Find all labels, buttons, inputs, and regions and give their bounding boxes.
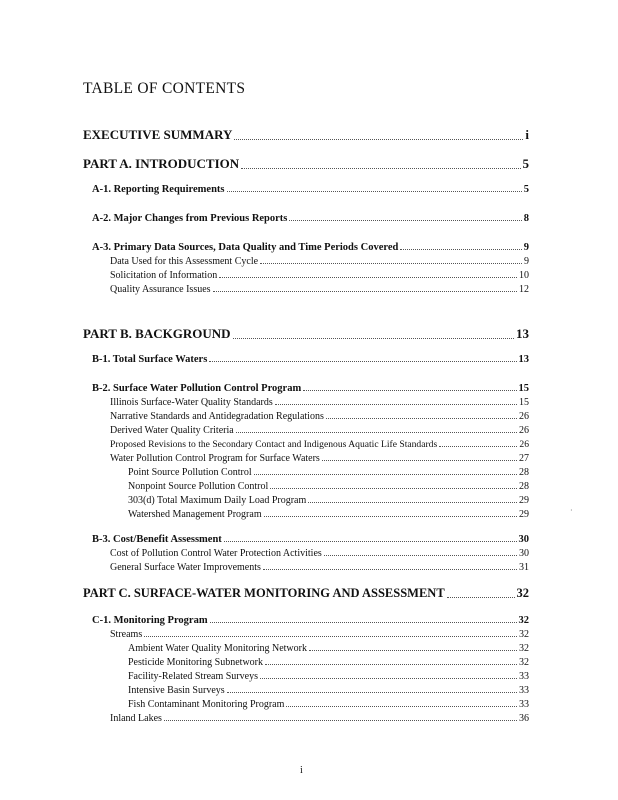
page-number: i [300,765,303,776]
toc-entry[interactable]: Point Source Pollution Control 28 [128,467,529,478]
scan-mark: · [570,506,573,515]
toc-entry[interactable]: Data Used for this Assessment Cycle 9 [110,256,529,267]
toc-entry[interactable]: Fish Contaminant Monitoring Program 33 [128,699,529,710]
toc-entry[interactable]: Proposed Revisions to the Secondary Contact and Indigenous Aquatic Life Standards 26 [110,439,529,450]
toc-entry[interactable]: B-2. Surface Water Pollution Control Program 15 [92,383,529,394]
toc-entry[interactable]: Facility-Related Stream Surveys 33 [128,671,529,682]
toc-entry[interactable]: A-1. Reporting Requirements 5 [92,184,529,195]
toc-entry[interactable]: Pesticide Monitoring Subnetwork 32 [128,657,529,668]
page-title: TABLE OF CONTENTS [83,80,246,97]
toc-entry[interactable]: Inland Lakes 36 [110,713,529,724]
toc-entry[interactable]: General Surface Water Improvements 31 [110,562,529,573]
toc-entry[interactable]: Intensive Basin Surveys 33 [128,685,529,696]
toc-entry[interactable]: A-3. Primary Data Sources, Data Quality and Time Periods Covered 9 [92,242,529,253]
toc-entry[interactable]: A-2. Major Changes from Previous Reports 8 [92,213,529,224]
toc-entry[interactable]: PART B. BACKGROUND 13 [83,326,529,341]
toc-entry[interactable]: Solicitation of Information 10 [110,270,529,281]
toc-entry[interactable]: PART A. INTRODUCTION 5 [83,156,529,171]
toc-entry[interactable]: Narrative Standards and Antidegradation Regulations 26 [110,411,529,422]
toc-entry[interactable]: Water Pollution Control Program for Surface Waters 27 [110,453,529,464]
toc-entry[interactable]: Streams 32 [110,629,529,640]
toc-entry[interactable]: Illinois Surface-Water Quality Standards 15 [110,397,529,408]
toc-entry[interactable]: EXECUTIVE SUMMARY i [83,127,529,142]
toc-entry[interactable]: PART C. SURFACE-WATER MONITORING AND ASSESSMENT 32 [83,586,529,600]
toc-entry[interactable]: Derived Water Quality Criteria 26 [110,425,529,436]
toc-entry[interactable]: Ambient Water Quality Monitoring Network 32 [128,643,529,654]
toc-entry[interactable]: B-1. Total Surface Waters 13 [92,354,529,365]
toc-entry[interactable]: B-3. Cost/Benefit Assessment 30 [92,534,529,545]
toc-entry[interactable]: Watershed Management Program 29 [128,509,529,520]
toc-entry[interactable]: C-1. Monitoring Program 32 [92,615,529,626]
toc-entry[interactable]: Nonpoint Source Pollution Control 28 [128,481,529,492]
toc-entry[interactable]: Cost of Pollution Control Water Protection Activities 30 [110,548,529,559]
toc-entry[interactable]: 303(d) Total Maximum Daily Load Program 29 [128,495,529,506]
toc-entry[interactable]: Quality Assurance Issues 12 [110,284,529,295]
